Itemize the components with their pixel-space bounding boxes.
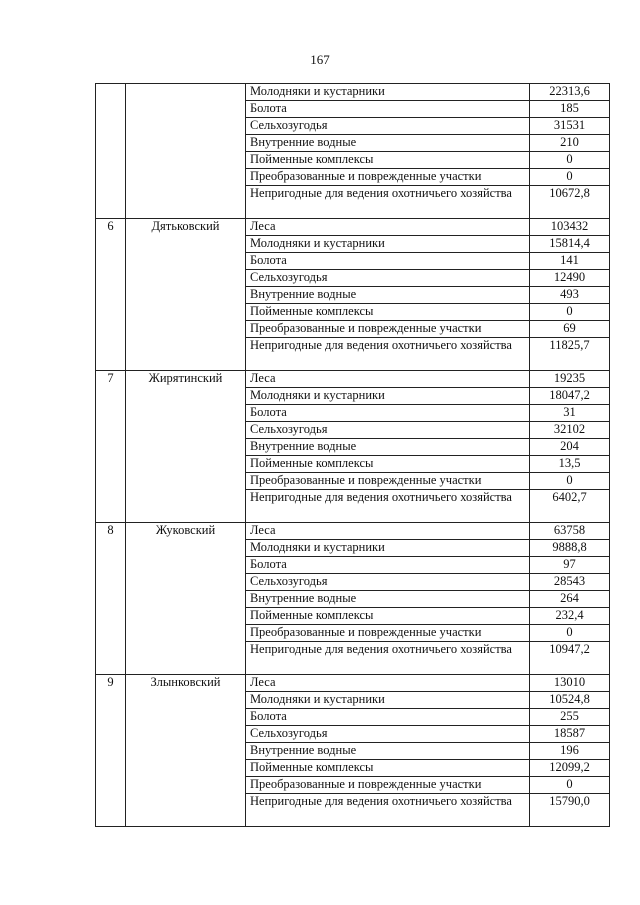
area-value: 12490 xyxy=(530,270,610,287)
district-name: Злынковский xyxy=(126,675,246,827)
land-category: Сельхозугодья xyxy=(246,726,530,743)
area-value: 31 xyxy=(530,405,610,422)
land-category: Непригодные для ведения охотничьего хозяйства xyxy=(246,490,530,523)
area-value: 210 xyxy=(530,135,610,152)
district-name: Жирятинский xyxy=(126,371,246,523)
land-category: Преобразованные и поврежденные участки xyxy=(246,169,530,186)
area-value: 31531 xyxy=(530,118,610,135)
area-value: 28543 xyxy=(530,574,610,591)
district-number: 8 xyxy=(96,523,126,675)
table-body xyxy=(96,84,610,827)
area-value: 103432 xyxy=(530,219,610,236)
land-category: Преобразованные и поврежденные участки xyxy=(246,473,530,490)
area-value: 13,5 xyxy=(530,456,610,473)
land-category: Преобразованные и поврежденные участки xyxy=(246,321,530,338)
area-value: 9888,8 xyxy=(530,540,610,557)
table-row xyxy=(96,84,610,101)
land-category: Сельхозугодья xyxy=(246,574,530,591)
land-category: Молодняки и кустарники xyxy=(246,84,530,101)
area-value: 0 xyxy=(530,625,610,642)
land-category: Леса xyxy=(246,219,530,236)
area-value: 19235 xyxy=(530,371,610,388)
land-category: Пойменные комплексы xyxy=(246,608,530,625)
area-value: 141 xyxy=(530,253,610,270)
land-category: Пойменные комплексы xyxy=(246,760,530,777)
district-number: 6 xyxy=(96,219,126,371)
area-value: 196 xyxy=(530,743,610,760)
table-row xyxy=(96,219,610,236)
district-number: 9 xyxy=(96,675,126,827)
land-category: Болота xyxy=(246,253,530,270)
area-value: 22313,6 xyxy=(530,84,610,101)
land-category: Преобразованные и поврежденные участки xyxy=(246,625,530,642)
area-value: 10524,8 xyxy=(530,692,610,709)
area-value: 13010 xyxy=(530,675,610,692)
area-value: 493 xyxy=(530,287,610,304)
land-category-table xyxy=(95,83,610,827)
area-value: 6402,7 xyxy=(530,490,610,523)
district-name: Жуковский xyxy=(126,523,246,675)
area-value: 232,4 xyxy=(530,608,610,625)
district-number: 7 xyxy=(96,371,126,523)
land-category: Болота xyxy=(246,405,530,422)
area-value: 69 xyxy=(530,321,610,338)
area-value: 15790,0 xyxy=(530,794,610,827)
land-category: Болота xyxy=(246,101,530,118)
area-value: 10672,8 xyxy=(530,186,610,219)
area-value: 0 xyxy=(530,473,610,490)
area-value: 0 xyxy=(530,152,610,169)
land-category: Внутренние водные xyxy=(246,743,530,760)
district-number xyxy=(96,84,126,219)
land-category: Леса xyxy=(246,675,530,692)
area-value: 11825,7 xyxy=(530,338,610,371)
land-category: Сельхозугодья xyxy=(246,422,530,439)
land-category: Молодняки и кустарники xyxy=(246,388,530,405)
land-category: Пойменные комплексы xyxy=(246,152,530,169)
area-value: 15814,4 xyxy=(530,236,610,253)
area-value: 264 xyxy=(530,591,610,608)
land-category: Внутренние водные xyxy=(246,591,530,608)
area-value: 18047,2 xyxy=(530,388,610,405)
district-name: Дятьковский xyxy=(126,219,246,371)
land-category: Непригодные для ведения охотничьего хозяйства xyxy=(246,186,530,219)
area-value: 0 xyxy=(530,304,610,321)
land-category: Внутренние водные xyxy=(246,439,530,456)
table-row xyxy=(96,371,610,388)
area-value: 0 xyxy=(530,777,610,794)
land-category: Непригодные для ведения охотничьего хозяйства xyxy=(246,338,530,371)
land-category: Леса xyxy=(246,523,530,540)
land-category: Пойменные комплексы xyxy=(246,304,530,321)
table-row xyxy=(96,675,610,692)
land-category: Болота xyxy=(246,709,530,726)
area-value: 204 xyxy=(530,439,610,456)
area-value: 12099,2 xyxy=(530,760,610,777)
land-category: Леса xyxy=(246,371,530,388)
area-value: 185 xyxy=(530,101,610,118)
area-value: 10947,2 xyxy=(530,642,610,675)
land-category: Молодняки и кустарники xyxy=(246,540,530,557)
area-value: 63758 xyxy=(530,523,610,540)
area-value: 18587 xyxy=(530,726,610,743)
land-category: Внутренние водные xyxy=(246,135,530,152)
land-category: Внутренние водные xyxy=(246,287,530,304)
page-number: 167 xyxy=(310,52,330,67)
land-category: Сельхозугодья xyxy=(246,270,530,287)
district-name xyxy=(126,84,246,219)
land-category: Болота xyxy=(246,557,530,574)
land-category: Молодняки и кустарники xyxy=(246,692,530,709)
land-category: Преобразованные и поврежденные участки xyxy=(246,777,530,794)
area-value: 0 xyxy=(530,169,610,186)
land-category: Непригодные для ведения охотничьего хозяйства xyxy=(246,642,530,675)
land-category: Непригодные для ведения охотничьего хозяйства xyxy=(246,794,530,827)
land-category: Молодняки и кустарники xyxy=(246,236,530,253)
area-value: 97 xyxy=(530,557,610,574)
land-category: Сельхозугодья xyxy=(246,118,530,135)
area-value: 32102 xyxy=(530,422,610,439)
table-row xyxy=(96,523,610,540)
land-category: Пойменные комплексы xyxy=(246,456,530,473)
area-value: 255 xyxy=(530,709,610,726)
